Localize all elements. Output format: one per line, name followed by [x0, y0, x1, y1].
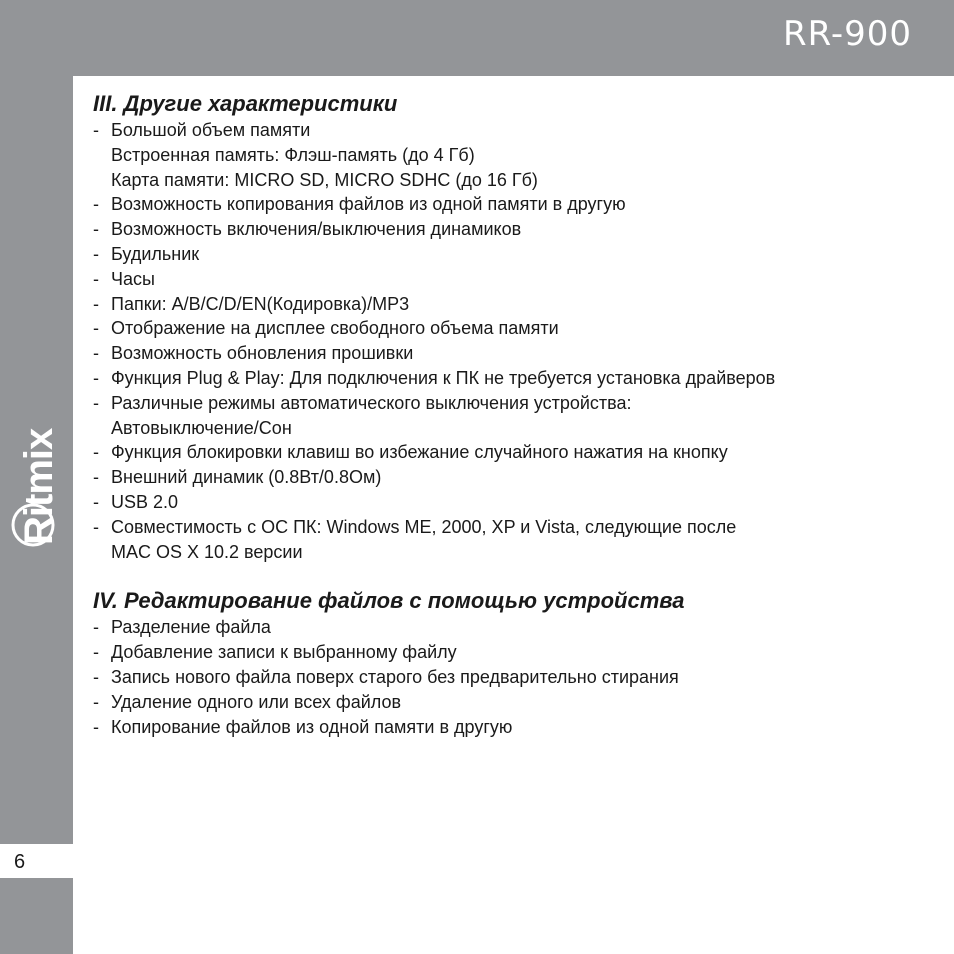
- list-item-text: Отображение на дисплее свободного объема памяти: [111, 318, 559, 339]
- model-name: RR-900: [782, 14, 912, 54]
- list-item-text: Автовыключение/Сон: [111, 417, 292, 438]
- list-item-continuation: [93, 168, 923, 193]
- list-item-continuation: [93, 540, 923, 565]
- bullet-dash: -: [93, 491, 99, 512]
- list-item: [93, 640, 923, 665]
- main-content: [93, 90, 923, 739]
- bullet-dash: -: [93, 293, 99, 314]
- list-item-text: Внешний динамик (0.8Вт/0.8Ом): [111, 467, 382, 488]
- list-item-text: Часы: [111, 268, 155, 289]
- list-item: [93, 118, 923, 143]
- list-item: [93, 267, 923, 292]
- list-item-text: USB 2.0: [111, 491, 179, 512]
- bullet-dash: -: [93, 268, 99, 289]
- bullet-dash: -: [93, 642, 99, 663]
- list-item-text: Папки: A/B/C/D/EN(Кодировка)/MP3: [111, 293, 410, 314]
- list-item-text: Копирование файлов из одной памяти в другую: [111, 716, 513, 737]
- bullet-dash: -: [93, 343, 99, 364]
- bullet-dash: -: [93, 617, 99, 638]
- list-item-text: Запись нового файла поверх старого без предварительно стирания: [111, 666, 679, 687]
- list-item: [93, 465, 923, 490]
- list-item-text: Будильник: [111, 243, 200, 264]
- bullet-dash: -: [93, 219, 99, 240]
- section-3-list: [93, 118, 923, 564]
- bullet-dash: -: [93, 194, 99, 215]
- list-item: [93, 515, 923, 540]
- page-number-box: [0, 844, 73, 878]
- list-item: [93, 366, 923, 391]
- list-item: [93, 316, 923, 341]
- list-item-text: Возможность включения/выключения динамиков: [111, 219, 522, 240]
- list-item: [93, 217, 923, 242]
- bullet-dash: -: [93, 442, 99, 463]
- list-item-text: MAC OS X 10.2 версии: [111, 541, 303, 562]
- ritmix-logo: [4, 395, 70, 555]
- bullet-dash: -: [93, 691, 99, 712]
- bullet-dash: -: [93, 516, 99, 537]
- list-item-continuation: [93, 143, 923, 168]
- list-item-text: Добавление записи к выбранному файлу: [111, 642, 457, 663]
- bullet-dash: -: [93, 666, 99, 687]
- list-item-text: Возможность обновления прошивки: [111, 343, 414, 364]
- bullet-dash: -: [93, 318, 99, 339]
- list-item-continuation: [93, 416, 923, 441]
- list-item: [93, 690, 923, 715]
- page-number: 6: [14, 851, 26, 873]
- bullet-dash: -: [93, 716, 99, 737]
- list-item: [93, 440, 923, 465]
- list-item: [93, 615, 923, 640]
- section-4-list: [93, 615, 923, 739]
- list-item-text: Разделение файла: [111, 617, 271, 638]
- bullet-dash: -: [93, 120, 99, 140]
- bullet-dash: -: [93, 392, 99, 413]
- list-item: [93, 665, 923, 690]
- list-item-text: Большой объем памяти: [111, 120, 311, 140]
- logo-text: Ritmix: [17, 428, 61, 545]
- list-item-text: Встроенная память: Флэш-память (до 4 Гб): [111, 144, 475, 165]
- list-item: [93, 715, 923, 740]
- bullet-dash: -: [93, 367, 99, 388]
- list-item-text: Удаление одного или всех файлов: [111, 691, 402, 712]
- list-item-text: Возможность копирования файлов из одной памяти в другую: [111, 194, 626, 215]
- bullet-dash: -: [93, 243, 99, 264]
- list-item: [93, 391, 923, 416]
- list-item: [93, 242, 923, 267]
- list-item-text: Различные режимы автоматического выключения устройства:: [111, 392, 632, 413]
- list-item-text: Функция Plug & Play: Для подключения к ПК не требуется установка драйверов: [111, 367, 776, 388]
- list-item-text: Карта памяти: MICRO SD, MICRO SDHC (до 16 Гб): [111, 169, 538, 190]
- list-item: [93, 490, 923, 515]
- list-item-text: Функция блокировки клавиш во избежание случайного нажатия на кнопку: [111, 442, 728, 463]
- section-3-title: III. Другие характеристики: [93, 91, 398, 116]
- list-item: [93, 292, 923, 317]
- bullet-dash: -: [93, 467, 99, 488]
- list-item: [93, 192, 923, 217]
- list-item-text: Совместимость с ОС ПК: Windows ME, 2000, XP и Vista, следующие после: [111, 516, 737, 537]
- section-4-title: IV. Редактирование файлов с помощью устройства: [93, 588, 685, 614]
- list-item: [93, 341, 923, 366]
